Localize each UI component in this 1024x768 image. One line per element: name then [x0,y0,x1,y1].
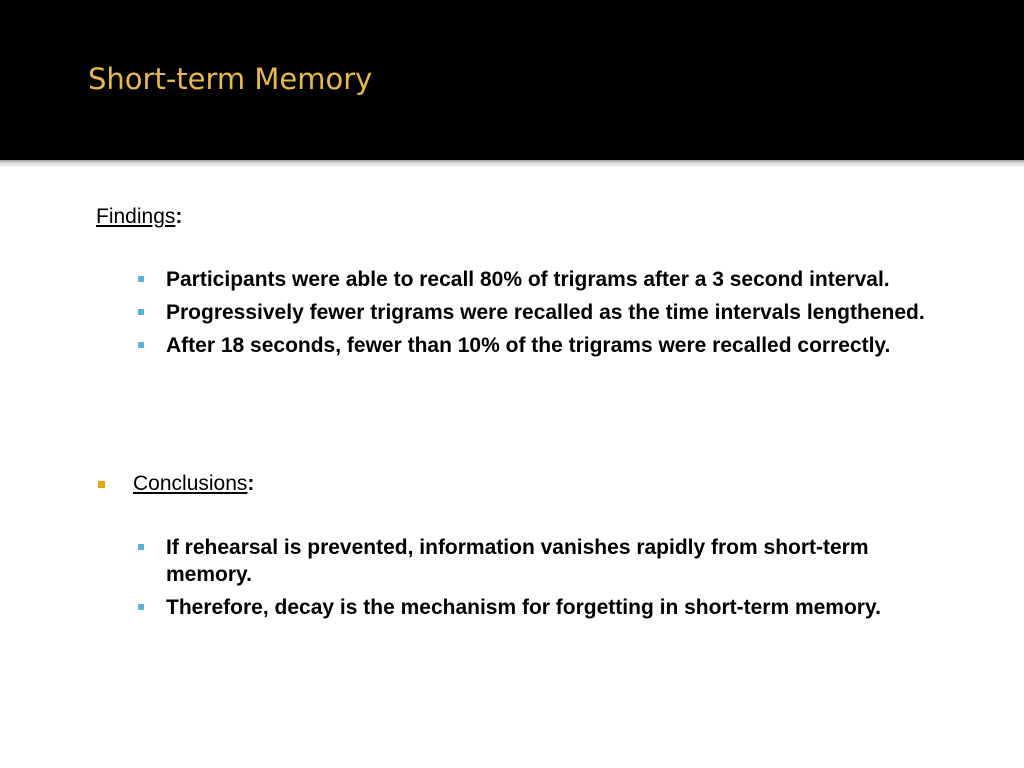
list-item [135,534,955,588]
list-item [135,594,955,621]
square-bullet-icon [138,309,144,315]
square-bullet-icon [138,342,144,348]
square-bullet-icon [138,276,144,282]
conclusions-item-text: If rehearsal is prevented, information vanishes rapidly from short-term memory. [166,536,869,586]
square-bullet-icon [98,481,105,488]
square-bullet-icon [138,544,144,550]
findings-item-text: Participants were able to recall 80% of trigrams after a 3 second interval. [166,268,890,291]
findings-heading-label: Findings [96,205,176,228]
list-item [135,332,955,359]
conclusions-heading-label: Conclusions [133,472,248,495]
findings-heading [96,203,182,231]
list-item [135,299,955,326]
slide-title: Short-term Memory [88,62,373,96]
findings-item-text: After 18 seconds, fewer than 10% of the trigrams were recalled correctly. [166,334,891,357]
conclusions-list [135,534,955,627]
square-bullet-icon [138,604,144,610]
findings-item-text: Progressively fewer trigrams were recalled as the time intervals lengthened. [166,301,925,324]
findings-list [135,266,955,365]
findings-heading-colon: : [175,205,183,228]
conclusions-item-text: Therefore, decay is the mechanism for forgetting in short-term memory. [166,596,881,619]
list-item [135,266,955,293]
conclusions-heading [133,470,254,498]
conclusions-heading-colon: : [247,472,255,495]
